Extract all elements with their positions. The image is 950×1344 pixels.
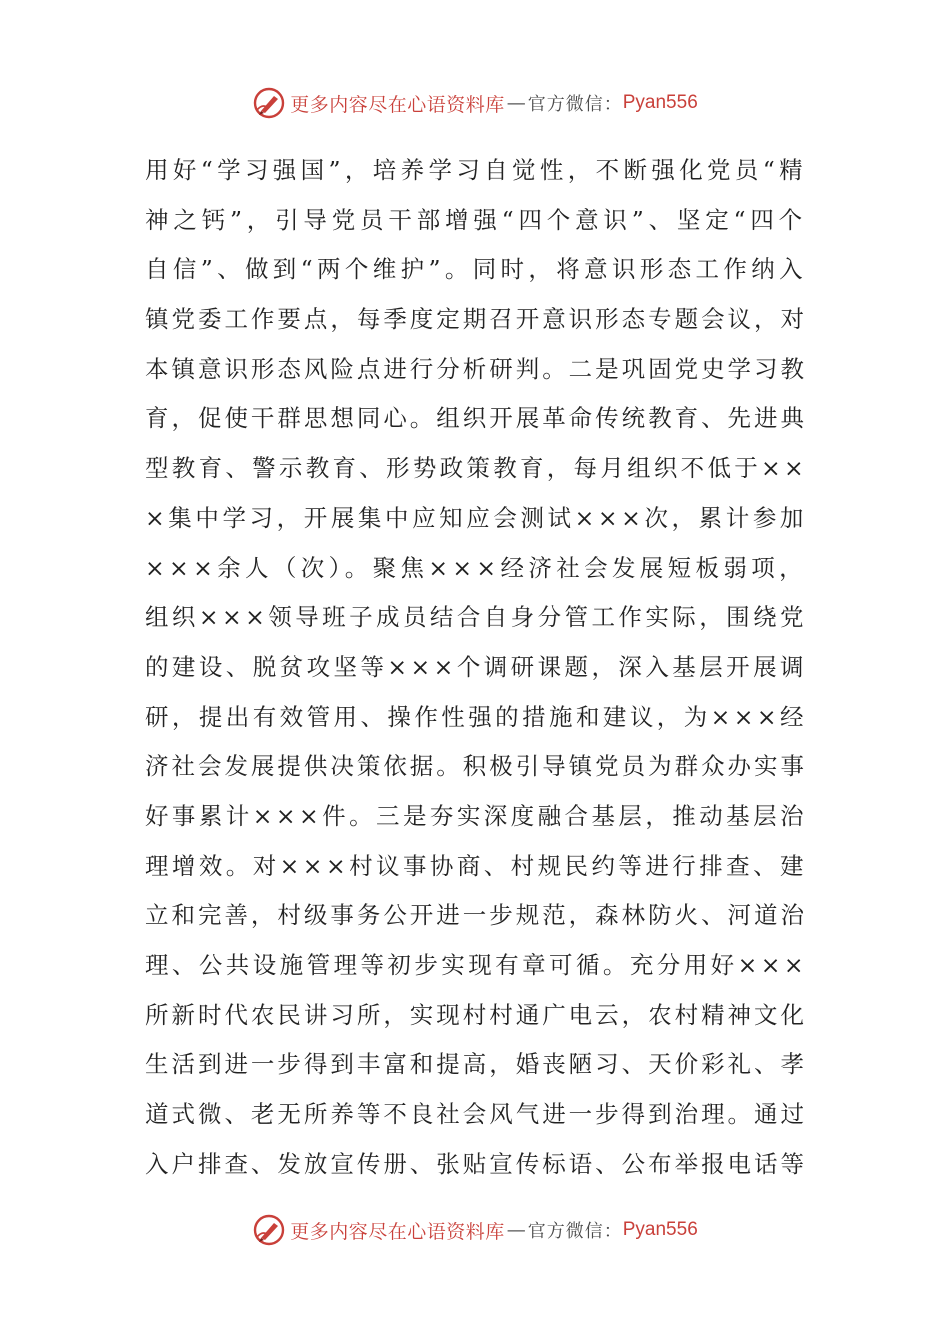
body-line: 用好“学习强国”，培养学习自觉性，不断强化党员“精 [145, 156, 807, 184]
footer-wechat-label: 官方微信： [527, 1221, 623, 1242]
body-line: 型教育、警示教育、形势政策教育，每月组织不低于×× [145, 454, 807, 483]
body-line: 理、公共设施管理等初步实现有章可循。充分用好××× [145, 951, 807, 979]
body-line: 理增效。对×××村议事协商、村规民约等进行排查、建 [145, 851, 807, 880]
body-line: 自信”、做到“两个维护”。同时，将意识形态工作纳入 [145, 255, 807, 284]
document-body [145, 146, 807, 1189]
body-line: ×××余人（次）。聚焦×××经济社会发展短板弱项， [145, 553, 807, 582]
body-line: 研，提出有效管用、操作性强的措施和建议，为×××经 [145, 702, 807, 731]
body-line: ×集中学习，开展集中应知应会测试×××次，累计参加 [145, 503, 807, 532]
body-line: 组织×××领导班子成员结合自身分管工作实际，围绕党 [145, 603, 807, 632]
body-line: 所新时代农民讲习所，实现村村通广电云，农村精神文化 [145, 1000, 807, 1029]
pen-logo-icon [252, 86, 286, 120]
body-line: 立和完善，村级事务公开进一步规范，森林防火、河道治 [145, 901, 807, 930]
body-line: 入户排查、发放宣传册、张贴宣传标语、公布举报电话等 [145, 1149, 807, 1178]
body-line: 生活到进一步得到丰富和提高，婚丧陋习、天价彩礼、孝 [145, 1050, 807, 1079]
header-wechat-id: Pyan556 [622, 92, 698, 113]
body-line: 好事累计×××件。三是夯实深度融合基层，推动基层治 [145, 801, 807, 830]
header-watermark [0, 83, 950, 123]
header-wechat-label: 官方微信： [527, 94, 623, 115]
body-line: 的建设、脱贫攻坚等×××个调研课题，深入基层开展调 [145, 652, 807, 681]
footer-wechat-id: Pyan556 [622, 1219, 698, 1240]
header-dash: — [506, 92, 526, 114]
footer-dash: — [506, 1219, 526, 1241]
pen-logo-icon [252, 1213, 286, 1247]
footer-site-name: 更多内容尽在心语资料库 [290, 1220, 505, 1243]
body-line: 镇党委工作要点，每季度定期召开意识形态专题会议，对 [145, 305, 807, 334]
footer-watermark [0, 1210, 950, 1250]
body-line: 本镇意识形态风险点进行分析研判。二是巩固党史学习教 [145, 354, 807, 383]
body-line: 神之钙”，引导党员干部增强“四个意识”、坚定“四个 [145, 205, 807, 234]
body-line: 育，促使干群思想同心。组织开展革命传统教育、先进典 [145, 404, 807, 433]
header-site-name: 更多内容尽在心语资料库 [290, 93, 505, 116]
body-line: 道式微、老无所养等不良社会风气进一步得到治理。通过 [145, 1100, 807, 1129]
body-line: 济社会发展提供决策依据。积极引导镇党员为群众办实事 [145, 752, 807, 781]
